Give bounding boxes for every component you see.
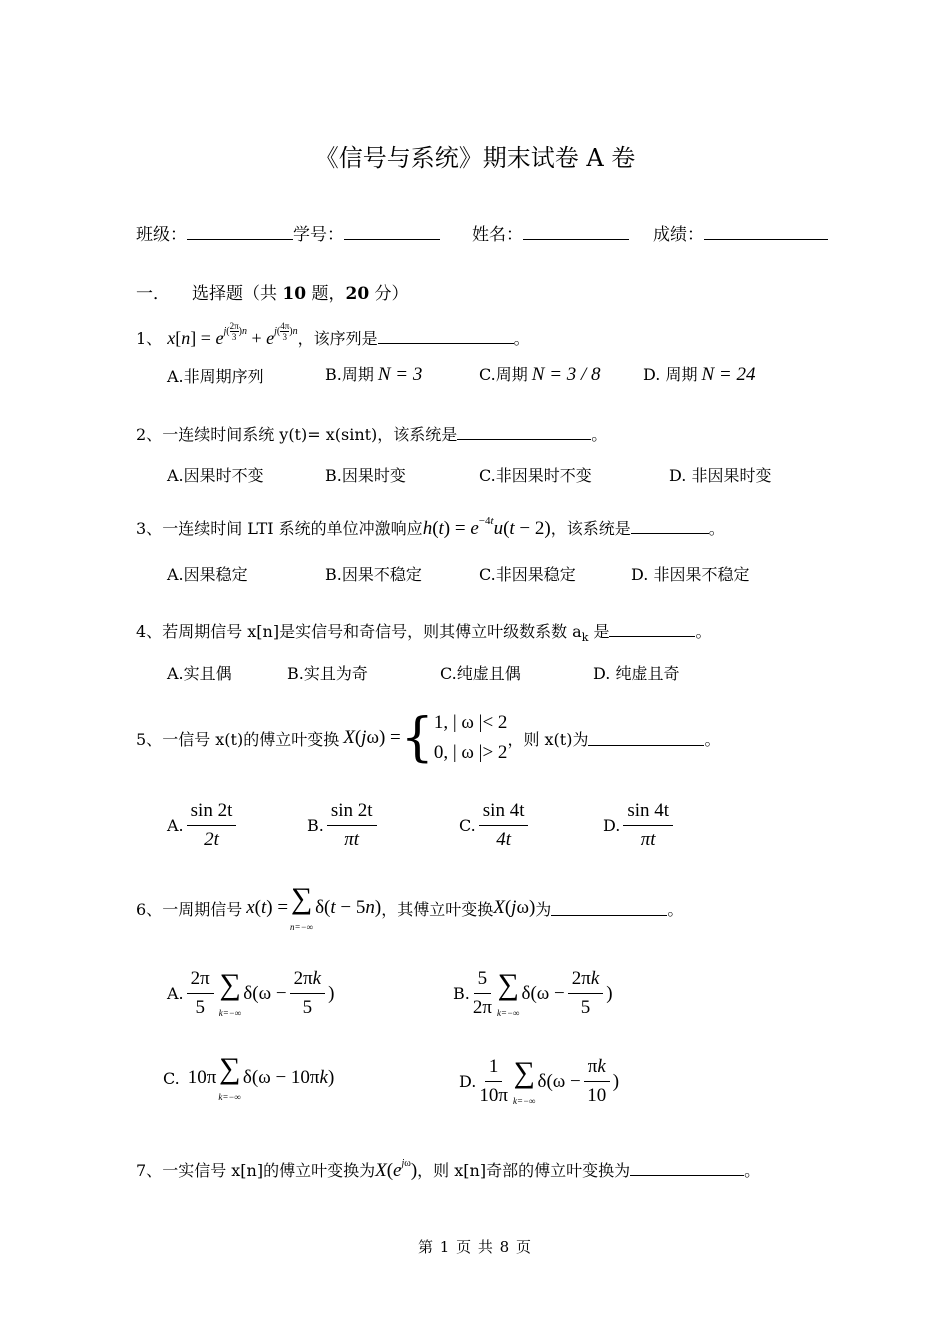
q2-option-a: A.因果时不变 bbox=[167, 466, 264, 485]
q2-option-c: C.非因果时不变 bbox=[479, 466, 592, 485]
question-1: 1、 $x[n] = e^{j( \frac{2\pi}{3} )n} + e^{j( \frac{4\pi}{3} )n}$，该序列是 。 bbox=[136, 321, 530, 348]
q5-option-a: A. $\frac{\sin 2t}{2t}$ bbox=[167, 798, 239, 853]
q1-option-d: D. 周期 N = 24 bbox=[643, 364, 756, 385]
q6-blank bbox=[551, 901, 667, 916]
q5-formula: X(jω) = bbox=[343, 727, 401, 748]
q6-sum: ∑ n=−∞ bbox=[290, 882, 314, 932]
section-heading: 一． 选择题（共 10 题，20 分） bbox=[136, 284, 409, 304]
score-label: 成绩： bbox=[653, 225, 704, 245]
question-count: 10 bbox=[282, 284, 307, 304]
q6-option-b: B. $\frac{5}{2\pi}$ ∑ k=−∞ δ(ω − $\frac{2\pi k}{5}$ ) bbox=[453, 967, 613, 1018]
question-4: 4、若周期信号 x[n]是实信号和奇信号，则其傅立叶级数系数 $a_k$ 是 。 bbox=[136, 622, 712, 645]
score-blank bbox=[704, 225, 828, 240]
name-blank bbox=[523, 225, 629, 240]
q3-blank bbox=[631, 519, 709, 534]
q1-formula: $x[n] = e^{j( \frac{2\pi}{3} )n} + e^{j( \frac{4\pi}{3} )n}$ bbox=[167, 321, 298, 348]
question-7: 7、一实信号 x[n]的傅立叶变换为$X(e^{j\omega})$，则 x[n]奇部的傅立叶变换为 。 bbox=[136, 1158, 761, 1181]
q4-option-a: A.实且偶 bbox=[167, 664, 232, 683]
q2-blank bbox=[457, 425, 591, 440]
q4-option-b: B.实且为奇 bbox=[287, 664, 368, 683]
q2-option-d: D. 非因果时变 bbox=[669, 466, 772, 485]
class-field bbox=[136, 220, 440, 245]
q3-option-b: B.因果不稳定 bbox=[325, 565, 422, 584]
section-number: 一． bbox=[136, 284, 170, 304]
q5-option-d: D. $\frac{\sin 4t}{\pi t}$ bbox=[603, 798, 676, 853]
exam-title: 《信号与系统》期末试卷 A 卷 bbox=[314, 144, 636, 172]
name-field bbox=[472, 220, 629, 245]
q4-option-d: D. 纯虚且奇 bbox=[593, 664, 680, 683]
score-field bbox=[653, 220, 828, 245]
q4-option-c: C.纯虚且偶 bbox=[440, 664, 521, 683]
name-label: 姓名： bbox=[472, 225, 523, 245]
question-3: 3、一连续时间 LTI 系统的单位冲激响应$h(t) = e^{-4t}u(t - 2)$，该系统是 。 bbox=[136, 515, 725, 539]
class-blank bbox=[187, 225, 293, 240]
q1-option-a: A.非周期序列 bbox=[167, 367, 264, 386]
question-5: 5、 一信号 x(t)的傅立叶变换 X(jω) = { 1, | ω |< 2 0, | ω |> 2 ，则 x(t)为 。 bbox=[136, 708, 721, 768]
class-label: 班级： bbox=[136, 225, 187, 245]
q3-formula: $h(t) = e^{-4t}u(t - 2)$ bbox=[422, 515, 551, 539]
q5-blank bbox=[588, 731, 704, 746]
q5-option-b: B. $\frac{\sin 2t}{\pi t}$ bbox=[307, 798, 380, 853]
q1-option-b: B.周期 N = 3 bbox=[325, 364, 423, 385]
q5-cases: 1, | ω |< 2 0, | ω |> 2 bbox=[433, 712, 508, 763]
student-id-blank bbox=[344, 225, 440, 240]
q3-option-d: D. 非因果不稳定 bbox=[631, 565, 750, 584]
q2-option-b: B.因果时变 bbox=[325, 466, 406, 485]
q5-option-c: C. $\frac{\sin 4t}{4t}$ bbox=[459, 798, 531, 853]
q3-option-c: C.非因果稳定 bbox=[479, 565, 576, 584]
question-2: 2、一连续时间系统 y(t)= x(sint)，该系统是 。 bbox=[136, 425, 608, 444]
q6-option-c: C. 10π ∑ k=−∞ δ(ω − 10πk) bbox=[163, 1052, 335, 1102]
q6-option-a: A. $\frac{2\pi}{5}$ ∑ k=−∞ δ(ω − $\frac{2\pi k}{5}$ ) bbox=[167, 967, 335, 1018]
student-id-label: 学号： bbox=[293, 225, 344, 245]
q7-formula: $X(e^{j\omega})$ bbox=[375, 1158, 418, 1181]
q1-option-c: C.周期 N = 3 / 8 bbox=[479, 364, 601, 385]
total-points: 20 bbox=[345, 284, 370, 304]
q3-option-a: A.因果稳定 bbox=[167, 565, 248, 584]
q6-option-d: D. $\frac{1}{10\pi}$ ∑ k=−∞ δ(ω − $\frac{\pi k}{10}$ ) bbox=[459, 1055, 620, 1106]
q4-blank bbox=[609, 622, 695, 637]
q5-brace: { bbox=[400, 708, 434, 768]
q1-blank bbox=[378, 329, 514, 344]
q7-blank bbox=[630, 1161, 744, 1176]
page-footer: 第 1 页 共 8 页 bbox=[418, 1238, 532, 1256]
question-6: 6、 一周期信号 x(t) = ∑ n=−∞ δ(t − 5n) ，其傅立叶变换 X(jω) 为 。 bbox=[136, 882, 684, 932]
